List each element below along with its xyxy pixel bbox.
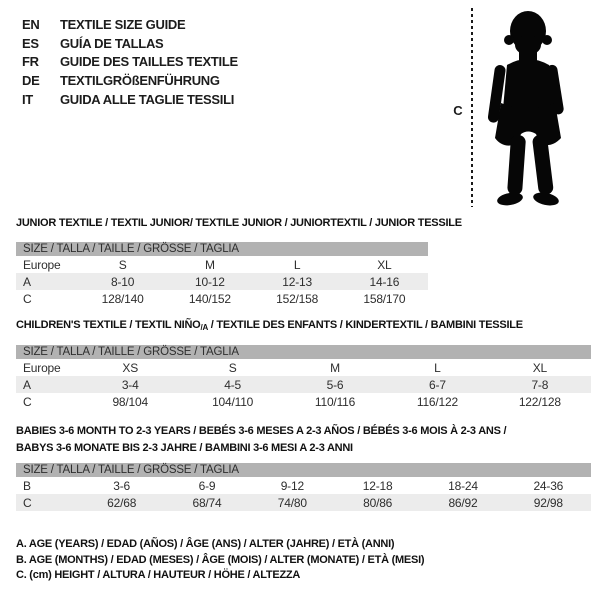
size-header-bar: SIZE / TALLA / TAILLE / GRÖSSE / TAGLIA bbox=[16, 463, 591, 477]
children-title-subscript: /A bbox=[200, 323, 208, 332]
table-cell: 4-5 bbox=[224, 377, 241, 392]
language-row bbox=[22, 52, 238, 71]
language-code: EN bbox=[22, 16, 40, 32]
table-cell: 3-4 bbox=[121, 377, 139, 392]
table-cell: 104/110 bbox=[212, 394, 254, 409]
table-row bbox=[16, 376, 591, 393]
language-code: FR bbox=[22, 54, 39, 70]
table-row bbox=[16, 273, 428, 290]
babies-size-table bbox=[16, 463, 591, 511]
table-cell: 24-36 bbox=[533, 478, 564, 493]
table-cell: 9-12 bbox=[280, 478, 304, 493]
guide-title: GUÍA DE TALLAS bbox=[60, 35, 164, 51]
row-label: C bbox=[23, 495, 32, 510]
guide-title: TEXTILGRÖßENFÜHRUNG bbox=[60, 72, 220, 88]
table-cell: 12-18 bbox=[362, 478, 393, 493]
table-row bbox=[16, 256, 428, 273]
table-cell: L bbox=[434, 360, 441, 375]
table-row bbox=[16, 290, 428, 307]
language-code: DE bbox=[22, 72, 40, 88]
language-code: IT bbox=[22, 91, 33, 107]
row-label: B bbox=[23, 478, 31, 493]
table-cell: 152/158 bbox=[276, 291, 319, 306]
table-cell: 92/98 bbox=[533, 495, 563, 510]
table-cell: M bbox=[204, 257, 215, 272]
table-cell: 74/80 bbox=[277, 495, 307, 510]
children-section-title bbox=[16, 319, 523, 332]
table-cell: M bbox=[330, 360, 340, 375]
table-cell: 158/170 bbox=[363, 291, 406, 306]
babies-section-title bbox=[16, 423, 506, 457]
table-cell: 116/122 bbox=[416, 394, 458, 409]
table-row bbox=[16, 494, 591, 511]
table-cell: XL bbox=[532, 360, 547, 375]
table-cell: 14-16 bbox=[369, 274, 400, 289]
children-size-table bbox=[16, 345, 591, 410]
row-label: C bbox=[23, 291, 32, 306]
table-cell: S bbox=[228, 360, 237, 375]
babies-title-line2: BABYS 3-6 MONATE BIS 2-3 JAHRE / BAMBINI 3-6 MESI A 2-3 ANNI bbox=[16, 442, 353, 454]
table-cell: S bbox=[118, 257, 127, 272]
table-cell: 68/74 bbox=[192, 495, 222, 510]
height-measure-label: C bbox=[453, 103, 463, 118]
junior-section-title: JUNIOR TEXTILE / TEXTIL JUNIOR/ TEXTILE JUNIOR / JUNIORTEXTIL / JUNIOR TESSILE bbox=[16, 217, 462, 229]
size-header-bar: SIZE / TALLA / TAILLE / GRÖSSE / TAGLIA bbox=[16, 242, 428, 256]
row-label: Europe bbox=[23, 360, 61, 375]
footnote-height-cm: C. (cm) HEIGHT / ALTURA / HAUTEUR / HÖHE / ALTEZZA bbox=[16, 569, 301, 581]
table-cell: XL bbox=[377, 257, 392, 272]
table-cell: 80/86 bbox=[363, 495, 393, 510]
table-cell: 140/152 bbox=[188, 291, 231, 306]
table-cell: 12-13 bbox=[282, 274, 312, 289]
height-measure-dashed-line bbox=[471, 8, 473, 207]
footnote-age-months: B. AGE (MONTHS) / EDAD (MESES) / ÂGE (MOIS) / ALTER (MONATE) / ETÀ (MESI) bbox=[16, 553, 425, 566]
language-code: ES bbox=[22, 35, 39, 51]
table-cell: 6-7 bbox=[429, 377, 446, 392]
children-title-prefix: CHILDREN'S TEXTILE / TEXTIL NIÑO bbox=[16, 319, 201, 331]
table-cell: 6-9 bbox=[198, 478, 216, 493]
junior-size-table bbox=[16, 242, 428, 307]
table-cell: 86/92 bbox=[448, 495, 478, 510]
table-cell: 10-12 bbox=[195, 274, 225, 289]
toddler-silhouette-icon bbox=[483, 9, 571, 207]
row-label: Europe bbox=[23, 257, 61, 272]
children-title-suffix: / TEXTILE DES ENFANTS / KINDERTEXTIL / BAMBINI TESSILE bbox=[207, 319, 523, 331]
language-row bbox=[22, 34, 238, 53]
guide-title: GUIDE DES TAILLES TEXTILE bbox=[60, 54, 238, 70]
table-cell: 18-24 bbox=[448, 478, 478, 493]
table-row bbox=[16, 393, 591, 410]
language-row bbox=[22, 71, 238, 90]
table-cell: 62/68 bbox=[107, 495, 137, 510]
table-cell: 3-6 bbox=[113, 478, 131, 493]
guide-title: TEXTILE SIZE GUIDE bbox=[60, 16, 186, 32]
guide-title: GUIDA ALLE TAGLIE TESSILI bbox=[60, 91, 235, 107]
table-cell: L bbox=[293, 257, 301, 272]
table-cell: 8-10 bbox=[111, 274, 135, 289]
footnote-legend bbox=[16, 537, 424, 584]
language-row bbox=[22, 90, 238, 109]
table-row bbox=[16, 359, 591, 376]
table-cell: 5-6 bbox=[326, 377, 344, 392]
footnote-age-years: A. AGE (YEARS) / EDAD (AÑOS) / ÂGE (ANS) / ALTER (JAHRE) / ETÀ (ANNI) bbox=[16, 538, 395, 550]
row-label: A bbox=[23, 274, 31, 289]
table-row bbox=[16, 477, 591, 494]
table-cell: 110/116 bbox=[314, 394, 356, 409]
table-cell: 98/104 bbox=[112, 394, 148, 409]
table-cell: 122/128 bbox=[518, 394, 561, 409]
table-cell: 128/140 bbox=[101, 291, 144, 306]
row-label: A bbox=[23, 377, 31, 392]
language-row bbox=[22, 15, 238, 34]
table-cell: 7-8 bbox=[531, 377, 549, 392]
row-label: C bbox=[23, 394, 32, 409]
table-cell: XS bbox=[122, 360, 138, 375]
babies-title-line1: BABIES 3-6 MONTH TO 2-3 YEARS / BEBÉS 3-6 MESES A 2-3 AÑOS / BÉBÉS 3-6 MOIS À 2-3 ANS / bbox=[16, 425, 507, 437]
size-header-bar: SIZE / TALLA / TAILLE / GRÖSSE / TAGLIA bbox=[16, 345, 591, 359]
language-title-list bbox=[22, 15, 238, 108]
